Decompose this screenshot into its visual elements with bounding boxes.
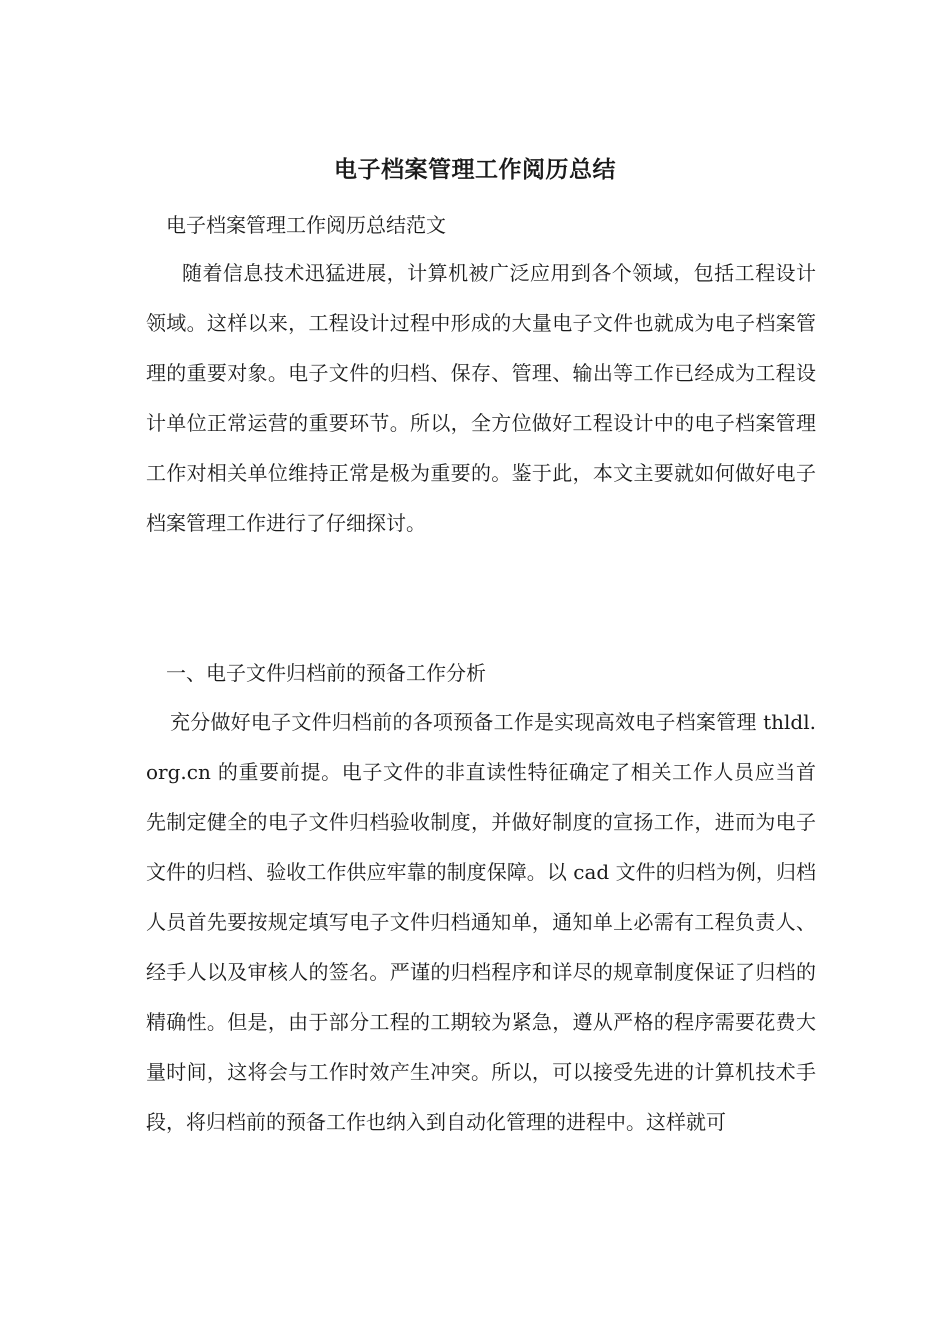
intro-paragraph: 随着信息技术迅猛进展，计算机被广泛应用到各个领域，包括工程设计领域。这样以来，工程设计过程中形成的大量电子文件也就成为电子档案管理的重要对象。电子文件的归档、保存、管理、输出等工作已经成为工程设计单位正常运营的重要环节。所以，全方位做好工程设计中的电子档案管理工作对相关单位维持正常是极为重要的。鉴于此，本文主要就如何做好电子档案管理工作进行了仔细探讨。 bbox=[146, 261, 816, 535]
section-paragraph: 充分做好电子文件归档前的各项预备工作是实现高效电子档案管理 thldl.org.cn 的重要前提。电子文件的非直读性特征确定了相关工作人员应当首先制定健全的电子文件归档验收制度，并做好制度的宣扬工作，进而为电子文件的归档、验收工作供应牢靠的制度保障。以 cad 文件的归档为例，归档人员首先要按规定填写电子文件归档通知单，通知单上必需有工程负责人、经手人以及审核人的签名。严谨的归档程序和详尽的规章制度保证了归档的精确性。但是，由于部分工程的工期较为紧急，遵从严格的程序需要花费大量时间，这将会与工作时效产生冲突。所以，可以接受先进的计算机技术手段，将归档前的预备工作也纳入到自动化管理的进程中。这样就可 bbox=[146, 710, 816, 1134]
document-subtitle: 电子档案管理工作阅历总结范文 bbox=[166, 213, 446, 237]
document-title: 电子档案管理工作阅历总结 bbox=[334, 156, 616, 183]
section-heading: 一、电子文件归档前的预备工作分析 bbox=[166, 661, 486, 685]
